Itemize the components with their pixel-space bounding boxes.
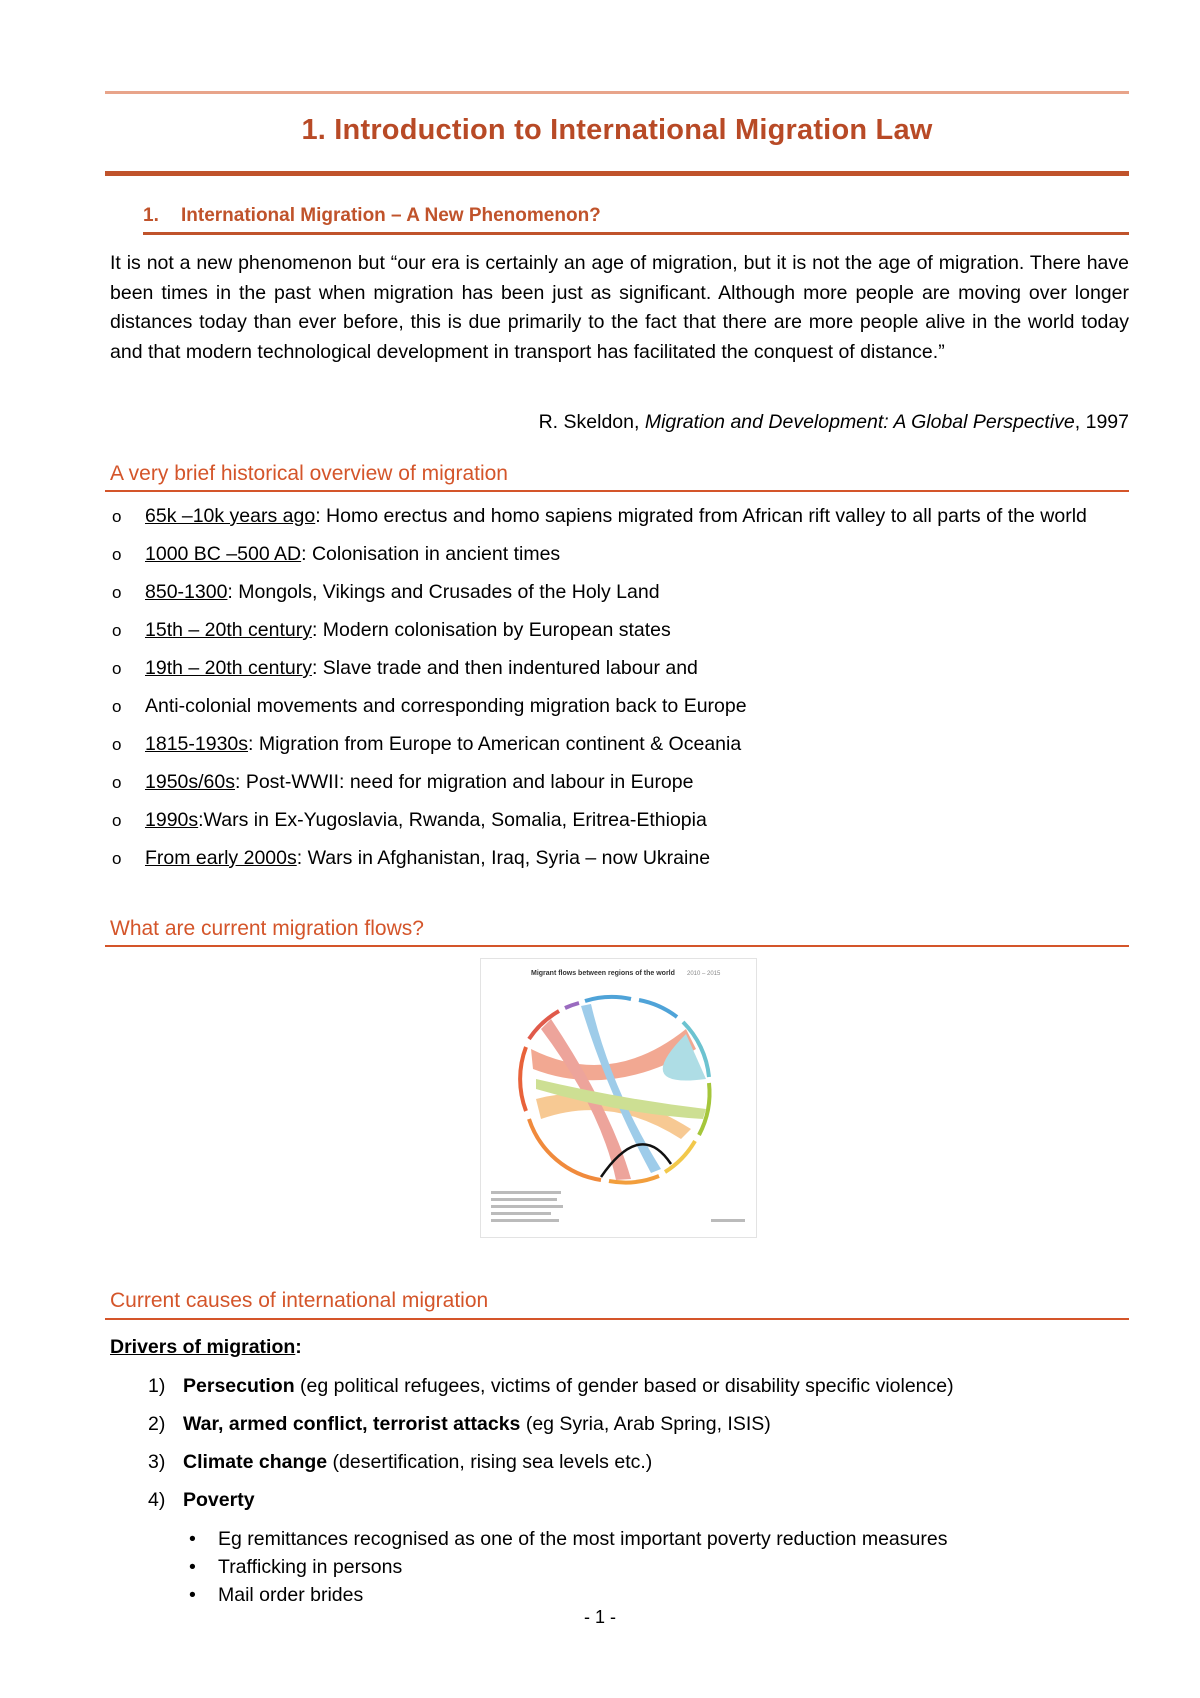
drivers-label: Drivers of migration: [110, 1336, 296, 1358]
bullet-marker: o: [112, 735, 122, 754]
list-item: [110, 769, 1129, 795]
drivers-heading: [110, 1336, 302, 1359]
bullet-marker: o: [112, 773, 122, 792]
history-text: : Slave trade and then indentured labour and: [311, 657, 698, 679]
section-rule: [143, 232, 1129, 235]
list-item: [110, 1373, 1129, 1399]
list-item: [110, 1411, 1129, 1437]
bullet-marker: o: [112, 545, 122, 564]
history-text: : Homo erectus and homo sapiens migrated from African rift valley to all parts of the world: [315, 505, 1087, 527]
poverty-item: Trafficking in persons: [218, 1556, 403, 1578]
bullet-marker: o: [112, 849, 122, 868]
list-item: [110, 693, 1129, 719]
bullet-marker: o: [112, 811, 122, 830]
history-text: : Post-WWII: need for migration and labour in Europe: [235, 771, 694, 793]
list-item: [110, 731, 1129, 757]
driver-number: 1): [148, 1375, 166, 1397]
history-period: 1950s/60s: [145, 771, 235, 793]
citation-title: Migration and Development: A Global Perspective: [644, 411, 1075, 433]
flows-rule: [105, 945, 1129, 947]
list-item: [110, 1525, 947, 1553]
chord-diagram: [481, 959, 756, 1237]
driver-number: 4): [148, 1489, 166, 1511]
migration-flows-figure: [480, 958, 757, 1238]
driver-detail: (eg political refugees, victims of gender based or disability specific violence): [294, 1375, 954, 1397]
history-text: : Mongols, Vikings and Crusades of the Holy Land: [227, 581, 660, 603]
page-title: 1. Introduction to International Migration Law: [301, 114, 933, 146]
history-period: 1815-1930s: [145, 733, 249, 755]
title-rule: [105, 171, 1129, 176]
bullet-marker: o: [112, 507, 122, 526]
list-item: [110, 617, 1129, 643]
driver-name: War, armed conflict, terrorist attacks: [183, 1413, 521, 1435]
bullet-marker: o: [112, 697, 122, 716]
bullet-dot: •: [189, 1584, 196, 1606]
history-period: 65k –10k years ago: [145, 505, 316, 527]
citation: [110, 411, 1129, 434]
history-period: 15th – 20th century: [145, 619, 312, 641]
driver-detail: (eg Syria, Arab Spring, ISIS): [520, 1413, 771, 1435]
history-period: 19th – 20th century: [145, 657, 312, 679]
citation-author: R. Skeldon,: [538, 411, 645, 433]
history-period: 850-1300: [145, 581, 228, 603]
list-item: [110, 541, 1129, 567]
history-heading: A very brief historical overview of migration: [110, 462, 508, 485]
legend-lines: [491, 1191, 745, 1222]
section-number: 1.: [143, 205, 159, 226]
history-text: :Wars in Ex-Yugoslavia, Rwanda, Somalia, Eritrea-Ethiopia: [198, 809, 707, 831]
drivers-list: [110, 1373, 1129, 1525]
bullet-marker: o: [112, 583, 122, 602]
list-item: [110, 655, 1129, 681]
history-period: 1000 BC –500 AD: [145, 543, 302, 565]
driver-name: Climate change: [183, 1451, 328, 1473]
history-text: Anti-colonial movements and corresponding migration back to Europe: [145, 695, 747, 717]
history-text: : Modern colonisation by European states: [311, 619, 671, 641]
bullet-dot: •: [189, 1528, 196, 1550]
intro-paragraph: It is not a new phenomenon but “our era is certainly an age of migration, but it is not the age of migration. There have been times in the past when migration has been just as significant. Although more people are moving over longer distances today than ever before, this is due primarily to the fact that there are more people alive in the world today and that modern technological development in transport has facilitated the conquest of distance.”: [110, 252, 1129, 363]
bullet-dot: •: [189, 1556, 196, 1578]
history-list: [110, 503, 1129, 883]
causes-rule: [105, 1318, 1129, 1320]
history-text: : Migration from Europe to American continent & Oceania: [248, 733, 742, 755]
poverty-sublist: [110, 1525, 947, 1609]
bullet-marker: o: [112, 659, 122, 678]
header-rule: [105, 91, 1129, 94]
list-item: [110, 579, 1129, 605]
driver-number: 2): [148, 1413, 166, 1435]
figure-title: Migrant flows between regions of the world: [531, 970, 675, 977]
flow-ribbons: [531, 1004, 706, 1180]
list-item: [110, 807, 1129, 833]
history-period: 1990s: [145, 809, 199, 831]
driver-name: Persecution: [183, 1375, 295, 1397]
list-item: [110, 845, 1129, 871]
section-heading: [143, 205, 601, 227]
history-period: From early 2000s: [145, 847, 297, 869]
list-item: [110, 503, 1129, 529]
poverty-item: Eg remittances recognised as one of the most important poverty reduction measures: [218, 1528, 948, 1550]
driver-number: 3): [148, 1451, 166, 1473]
figure-years: 2010 – 2015: [687, 971, 721, 977]
causes-heading: Current causes of international migration: [110, 1289, 489, 1312]
drivers-colon: :: [295, 1336, 302, 1358]
history-rule: [105, 490, 1129, 492]
list-item: [110, 1487, 1129, 1513]
flows-heading: What are current migration flows?: [110, 917, 424, 940]
page-number: - 1 -: [583, 1607, 616, 1627]
bullet-marker: o: [112, 621, 122, 640]
list-item: [110, 1581, 947, 1609]
list-item: [110, 1553, 947, 1581]
driver-detail: (desertification, rising sea levels etc.): [327, 1451, 653, 1473]
citation-year: , 1997: [1074, 411, 1129, 433]
history-text: : Colonisation in ancient times: [301, 543, 561, 565]
section-heading-text: International Migration – A New Phenomenon?: [181, 205, 601, 226]
driver-name: Poverty: [183, 1489, 255, 1511]
poverty-item: Mail order brides: [218, 1584, 364, 1606]
list-item: [110, 1449, 1129, 1475]
history-text: : Wars in Afghanistan, Iraq, Syria – now Ukraine: [296, 847, 711, 869]
